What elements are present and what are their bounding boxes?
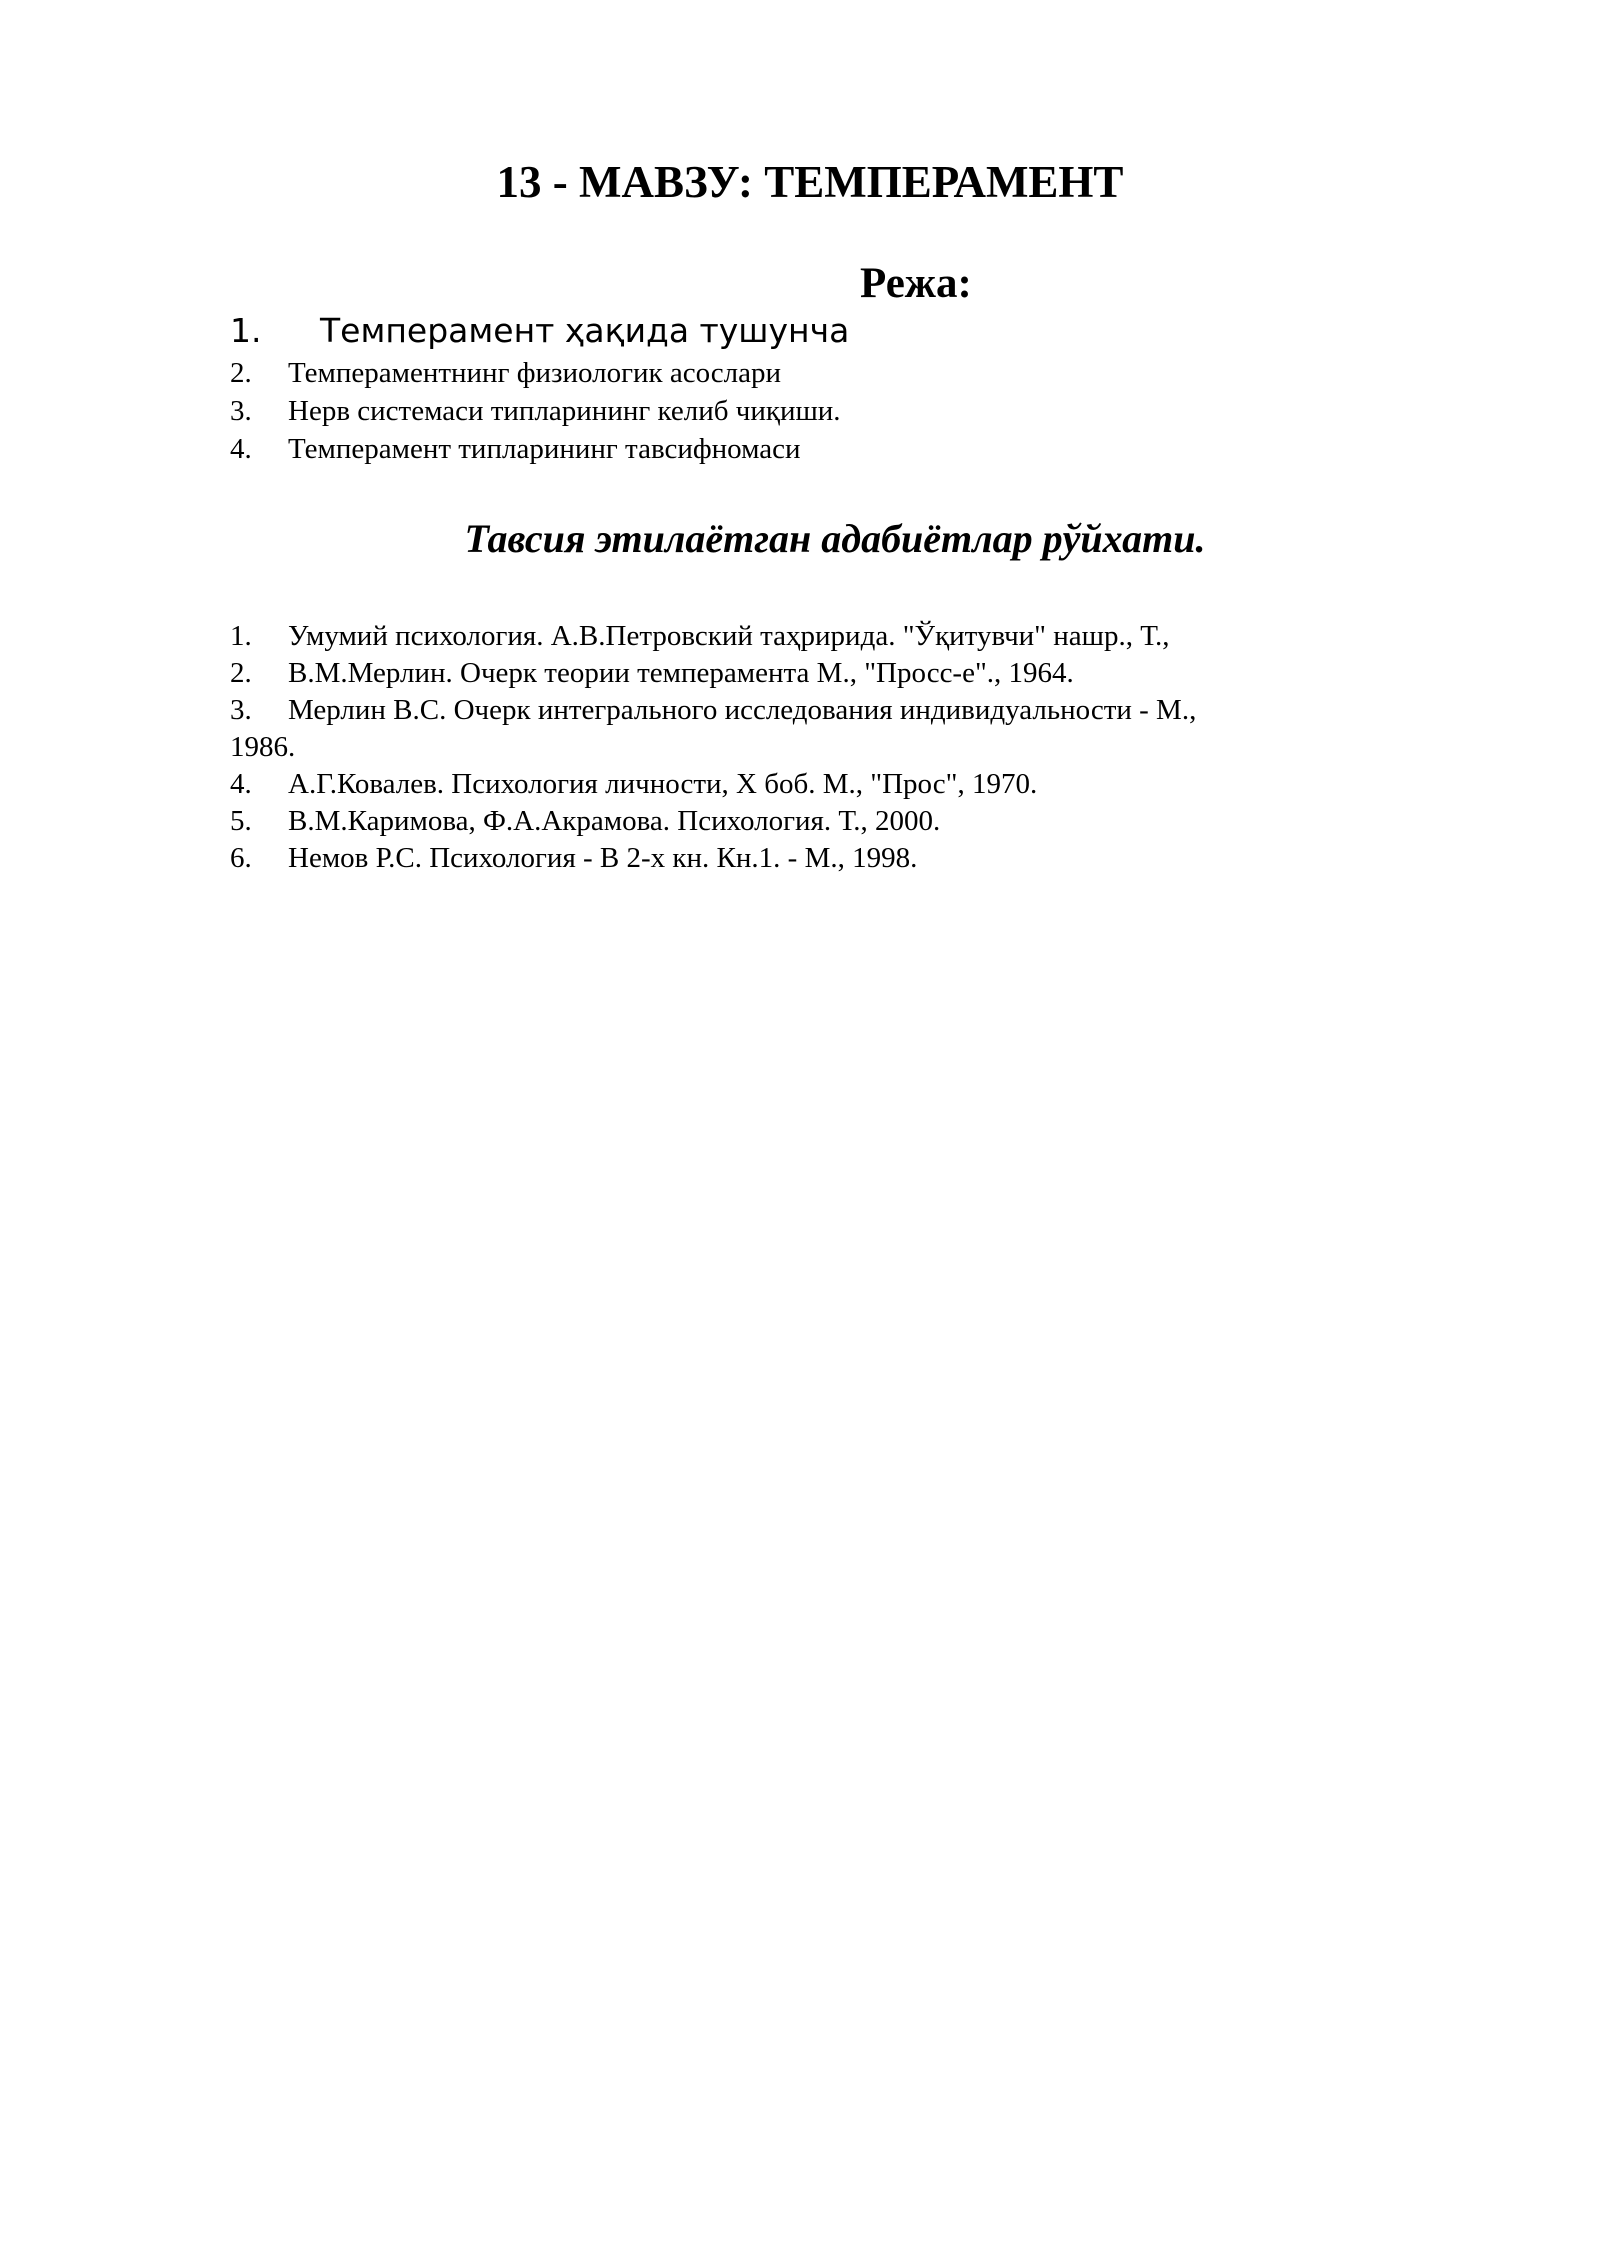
reference-text: Умумий психология. А.В.Петровский таҳририда. "Ўқитувчи" нашр., Т., (288, 620, 1170, 652)
reference-number: 3. (230, 694, 252, 726)
plan-item-number: 3. (230, 395, 252, 427)
plan-item-number: 2. (230, 357, 252, 389)
reference-text: А.Г.Ковалев. Психология личности, X боб. М., "Прос", 1970. (288, 768, 1038, 800)
plan-item-text: Нерв системаси типларининг келиб чиқиши. (288, 395, 841, 427)
references-heading: Тавсия этилаётган адабиётлар рўйхати. (464, 516, 1206, 561)
plan-item-number: 4. (230, 433, 252, 465)
plan-item-text: Темперамент типларининг тавсифномаси (288, 433, 801, 465)
plan-item-text: Темпераментнинг физиологик асослари (288, 357, 782, 389)
reference-number: 1. (230, 620, 252, 652)
plan-item-text: Темперамент ҳақида тушунча (320, 311, 850, 350)
reference-number: 2. (230, 657, 252, 689)
reference-text: В.М.Каримова, Ф.А.Акрамова. Психология. Т., 2000. (288, 805, 941, 837)
reference-number: 5. (230, 805, 252, 837)
reference-continuation: 1986. (230, 731, 296, 763)
page-title: 13 - МАВЗУ: ТЕМПЕРАМЕНТ (496, 157, 1124, 207)
reference-text: Немов Р.С. Психология - В 2-х кн. Кн.1. - М., 1998. (288, 842, 918, 874)
reference-text: Мерлин В.С. Очерк интегрального исследования индивидуальности - М., (288, 694, 1197, 726)
plan-heading: Режа: (860, 260, 972, 307)
reference-number: 6. (230, 842, 252, 874)
reference-number: 4. (230, 768, 252, 800)
reference-text: В.М.Мерлин. Очерк теории темперамента М., "Просс-е"., 1964. (288, 657, 1074, 689)
plan-item-number: 1. (230, 311, 262, 350)
